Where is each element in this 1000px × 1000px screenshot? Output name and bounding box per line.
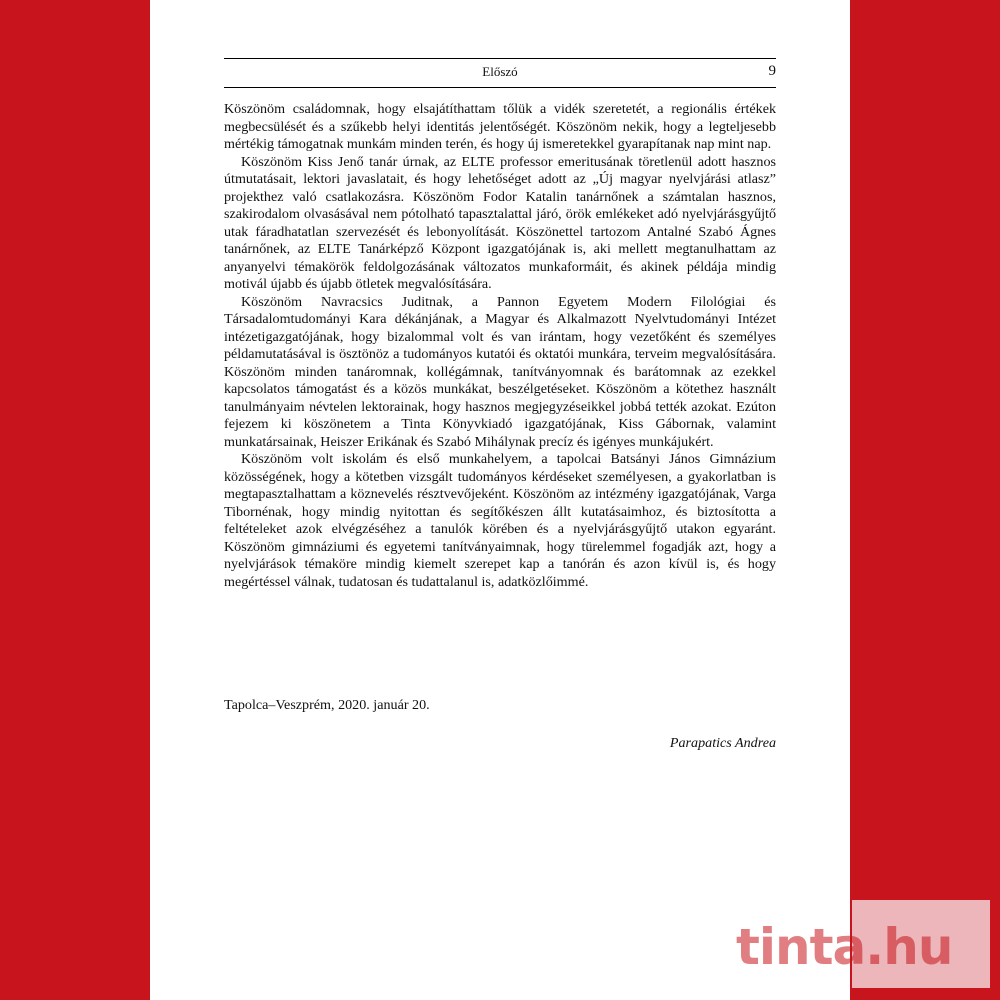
page-number: 9 xyxy=(768,63,776,79)
paragraph: Köszönöm volt iskolám és első munkahelyem, a tapolcai Batsányi János Gimnázium közösségének, hogy a kötetben vizsgált tudományos kérdéseket személyesen, a gyakorlatban is megtapasztalhattam a köznevelés résztvevőjeként. Köszönöm az intézmény igazgatójának, Varga Tibornénak, hogy mindig nyitottan és segítőkészen állt kutatásaimhoz, és biztosította a feltételeket azok elvégzéséhez a tanulók körében és a nyelvjárásgyűjtő utakon egyaránt. Köszönöm gimnáziumi és egyetemi tanítványaimnak, hogy türelemmel fogadják azt, hogy a nyelvjárások témaköre mindig kiemelt szerepet kap a tanórán és azon kívül is, és hogy megértéssel válnak, tudatosan és tudattalanul is, adatközlőimmé. xyxy=(224,451,776,590)
paragraph: Köszönöm családomnak, hogy elsajátíthattam tőlük a vidék szeretetét, a regionális értékek megbecsülését és a szűkebb helyi identitás jelentőségét. Köszönöm nekik, hogy a legteljesebb mértékig támogatnak munkám minden terén, és hogy új ismeretekkel gyarapítanak nap mint nap. xyxy=(224,101,776,152)
running-header xyxy=(224,58,776,88)
preface-body xyxy=(224,101,776,591)
paragraph: Köszönöm Kiss Jenő tanár úrnak, az ELTE professor emeritusának töretlenül adott hasznos útmutatásait, lektori javaslatait, és hogy lehetőséget adott az „Új magyar nyelvjárási atlasz” projekthez való csatlakozásra. Köszönöm Fodor Katalin tanárnőnek a számtalan hasznos, szakirodalom olvasásával nem pótolható tapasztalattal járó, örök emlékeket adó nyelvjárásgyűjtő utak fáradhatatlan szervezését és lebonyolítását. Köszönettel tartozom Antalné Szabó Ágnes tanárnőnek, az ELTE Tanárképző Központ igazgatójának is, aki mellett megtanulhattam az anyanyelvi témakörök feldolgozásának változatos munkaformáit, és akinek példája mindig motivál újabb és újabb ötletek megvalósítására. xyxy=(224,153,776,292)
book-page xyxy=(150,0,850,1000)
place-date: Tapolca–Veszprém, 2020. január 20. xyxy=(224,697,430,713)
author-signature: Parapatics Andrea xyxy=(669,735,776,751)
paragraph: Köszönöm Navracsics Juditnak, a Pannon Egyetem Modern Filológiai és Társadalomtudományi Kara dékánjának, a Magyar és Alkalmazott Nyelvtudományi Intézet intézetigazgatójának, hogy bizalommal volt és van irántam, hogy vezetőként és személyes példamutatásával is ösztönöz a tudományos kutatói és oktatói munkára, terveim megvalósítására. Köszönöm minden tanáromnak, kollégámnak, tanítványomnak és barátomnak az ezekkel kapcsolatos támogatást és a közös munkákat, beszélgetéseket. Köszönöm a kötethez használt tanulmányaim névtelen lektorainak, hogy hasznos megjegyzéseikkel jobbá tették azokat. Ezúton fejezem ki köszönetem a Tinta Könyvkiadó igazgatójának, Kiss Gábornak, valamint munkatársainak, Heiszer Erikának és Szabó Mihálynak precíz és igényes munkájukért. xyxy=(224,293,776,450)
watermark-logo: tinta.hu xyxy=(736,918,953,976)
chapter-title: Előszó xyxy=(482,64,518,79)
